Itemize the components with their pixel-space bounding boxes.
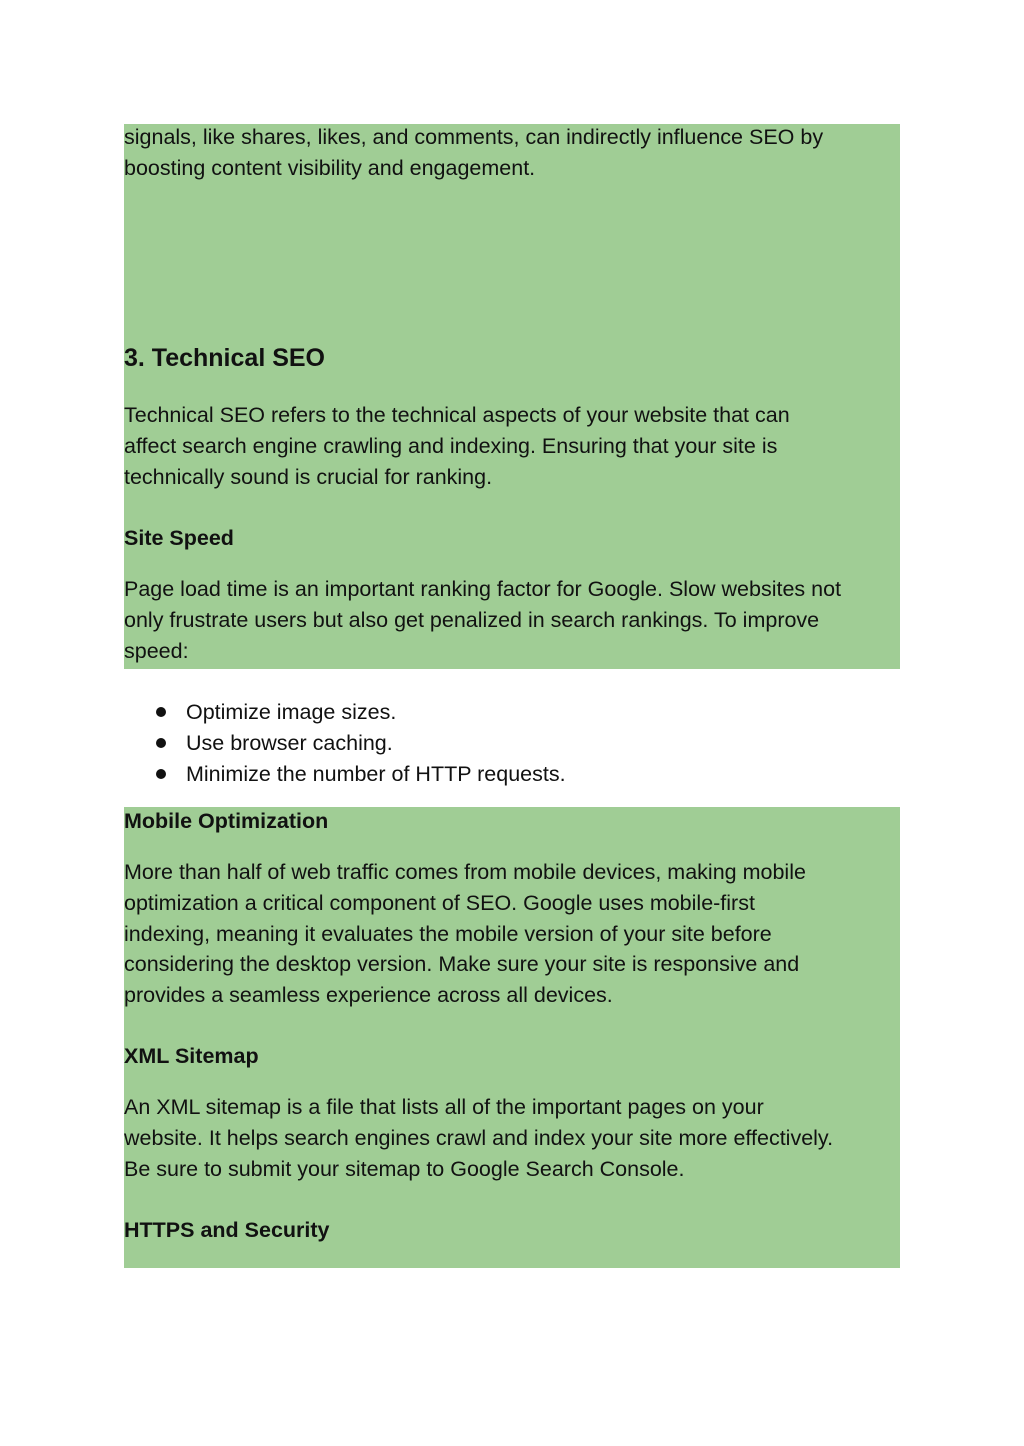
list-item: Minimize the number of HTTP requests. xyxy=(124,759,566,790)
subheading-mobile-optimization: Mobile Optimization xyxy=(124,809,329,833)
list-item: Optimize image sizes. xyxy=(124,697,566,728)
site-speed-paragraph: Page load time is an important ranking factor for Google. Slow websites not only frustrate users but also get penalized in search rankings. To improve speed: xyxy=(124,577,842,663)
subheading-site-speed: Site Speed xyxy=(124,526,234,550)
section-heading-technical-seo: 3. Technical SEO xyxy=(124,344,326,372)
technical-seo-intro-paragraph: Technical SEO refers to the technical aspects of your website that can affect search engine crawling and indexing. Ensuring that your site is technically sound is crucial for ranking. xyxy=(124,403,790,489)
subheading-xml-sitemap: XML Sitemap xyxy=(124,1044,259,1068)
xml-sitemap-paragraph: An XML sitemap is a file that lists all of the important pages on your website. It helps search engines crawl and index your site more effectively. Be sure to submit your sitemap to Google Search Console. xyxy=(124,1095,834,1181)
mobile-optimization-paragraph: More than half of web traffic comes from mobile devices, making mobile optimization a critical component of SEO. Google uses mobile-first indexing, meaning it evaluates the mobile version of your site before considering the desktop version. Make sure your site is responsive and provides a seamless experience across all devices. xyxy=(124,860,806,1008)
bullet-dot-icon xyxy=(156,738,166,748)
site-speed-bullet-list xyxy=(124,697,566,789)
bullet-dot-icon xyxy=(156,769,166,779)
list-item: Use browser caching. xyxy=(124,728,566,759)
bullet-dot-icon xyxy=(156,707,166,717)
continuation-paragraph: signals, like shares, likes, and comments, can indirectly influence SEO by boosting content visibility and engagement. xyxy=(124,125,824,180)
subheading-https-security: HTTPS and Security xyxy=(124,1218,330,1242)
